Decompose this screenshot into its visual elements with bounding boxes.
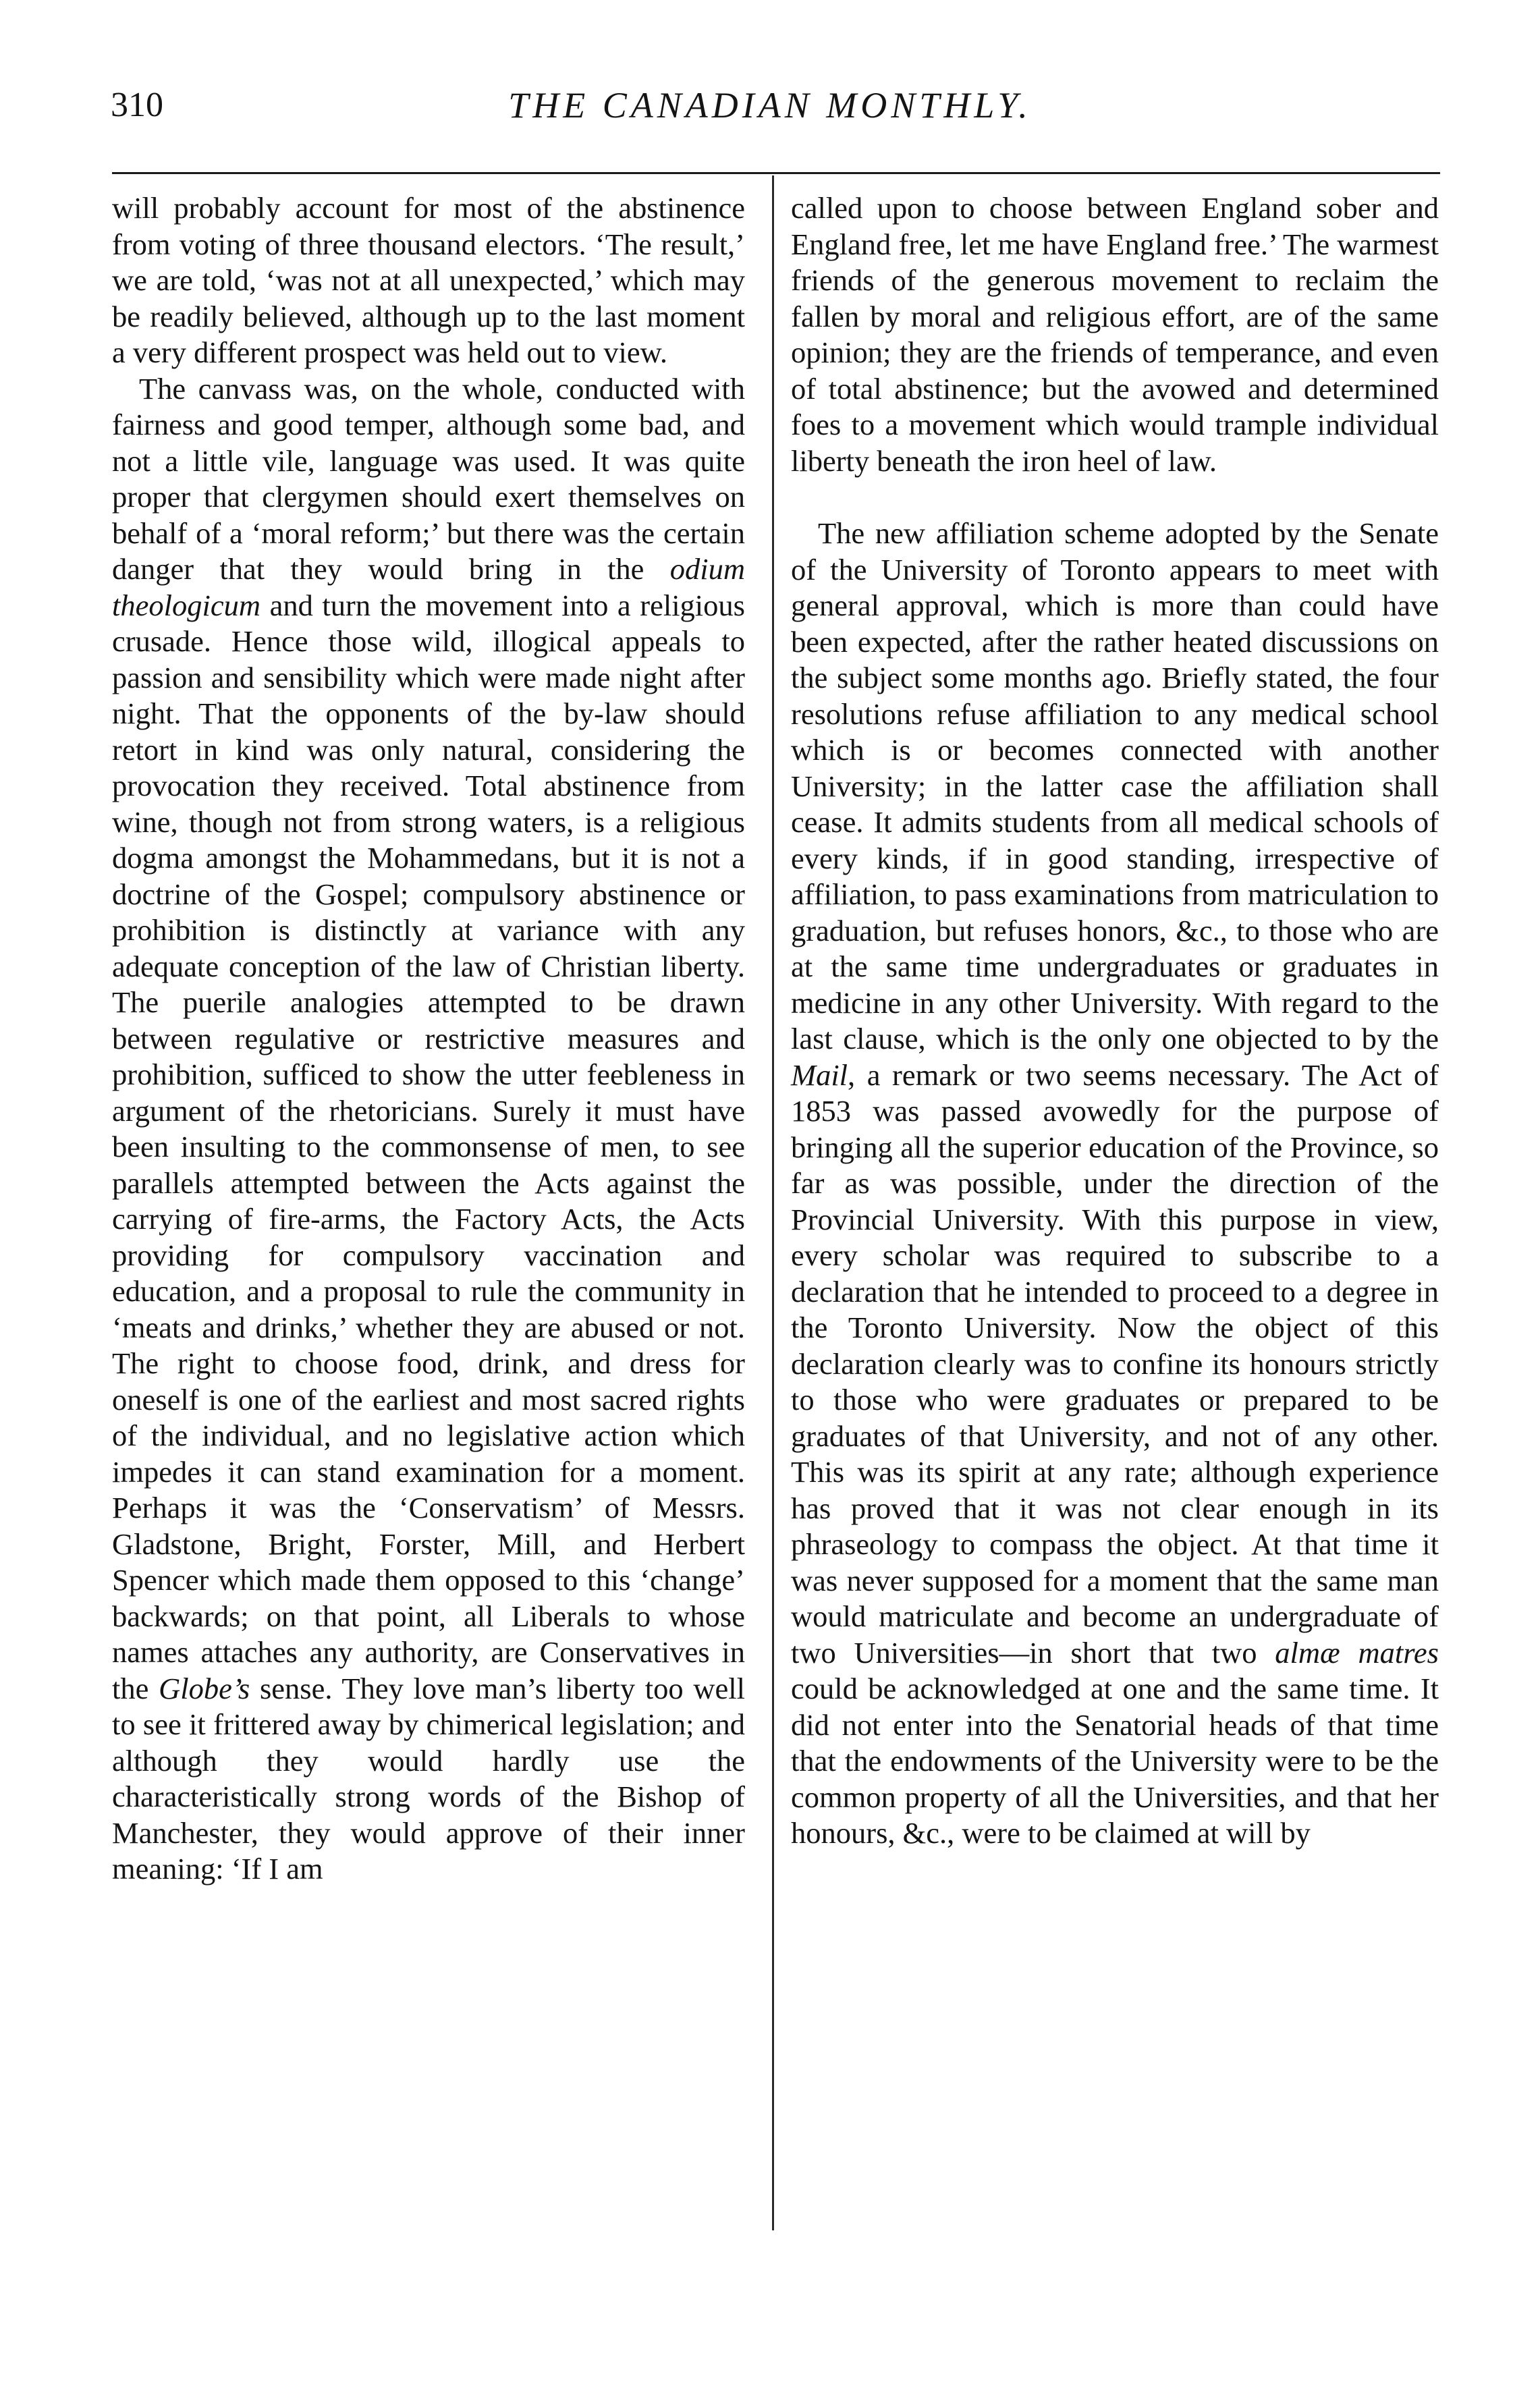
column-divider [772,175,774,2230]
right-paragraph-2-text-a: The new affiliation scheme adopted by the Senate of the University of Toronto appears to meet with general approval, which is more than could have been expected, after the rather heated discussions on the subject some months ago. Briefly stated, the four resolutions refuse affiliation to any medical school which is or becomes connected with another University; in the latter case the affiliation shall cease. It admits students from all medical schools of every kinds, if in good standing, irrespective of affiliation, to pass examinations from matriculation to graduation, but refuses honors, &c., to those who are at the same time undergraduates or graduates in medicine in any other University. With regard to the last clause, which is the only one objected to by the [791,516,1439,1055]
paragraph-spacer [791,479,1439,516]
right-paragraph-2-italic-2: almæ matres [1275,1635,1439,1670]
right-paragraph-2-text-b: , a remark or two seems necessary. The Act of 1853 was passed avowedly for the purpose of bringing all the superior education of the Province, so far as was possible, under the direction of the Provincial University. With this purpose in view, every scholar was required to subscribe to a declaration that he intended to proceed to a degree in the Toronto University. Now the object of this declaration clearly was to confine its honours strictly to those who were graduates or prepared to be graduates of that University, and not of any other. This was its spirit at any rate; although experience has proved that it was not clear enough in its phraseology to compass the object. At that time it was never supposed for a moment that the same man would matriculate and become an undergraduate of two Universities—in short that two [791,1057,1439,1670]
page-number: 310 [111,86,163,124]
right-column [791,190,1439,1852]
left-column [112,190,745,1888]
left-paragraph-2-italic-1: odium theologicum [112,552,745,622]
left-paragraph-1: will probably account for most of the abstinence from voting of three thousand electors. ‘The result,’ we are told, ‘was not at all unexpected,’ which may be readily believed, although up to the last moment a very different prospect was held out to view. [112,191,745,369]
running-title: THE CANADIAN MONTHLY. [508,85,1032,126]
right-paragraph-2-italic-1: Mail [791,1057,848,1092]
left-paragraph-2-italic-2: Globe’s [159,1671,250,1705]
right-paragraph-1: called upon to choose between England sober and England free, let me have England free.’ The warmest friends of the generous movement to reclaim the fallen by moral and religious effort, are of the same opinion; they are the friends of temperance, and even of total abstinence; but the avowed and determined foes to a movement which would trample individual liberty beneath the iron heel of law. [791,191,1439,478]
right-paragraph-2-text-c: could be acknowledged at one and the same time. It did not enter into the Senatorial heads of that time that the endowments of the University were to be the common property of all the Universities, and that her honours, &c., were to be claimed at will by [791,1672,1439,1850]
header-rule [112,172,1440,174]
left-paragraph-2-text-c: sense. They love man’s liberty too well to see it frittered away by chimerical legislation; and although they would hardly use the characteristically strong words of the Bishop of Manchester, they would approve of their inner meaning: ‘If I am [112,1671,745,1886]
left-paragraph-2 [112,371,745,1888]
right-paragraph-2 [791,516,1439,1852]
left-paragraph-2-text-b: and turn the movement into a religious crusade. Hence those wild, illogical appeals to passion and sensibility which were made night after night. That the opponents of the by-law should retort in kind was only natural, considering the provocation they received. Total abstinence from wine, though not from strong waters, is a religious dogma amongst the Mohammedans, but it is not a doctrine of the Gospel; compulsory abstinence or prohibition is distinctly at variance with any adequate conception of the law of Christian liberty. The puerile analogies attempted to be drawn between regulative or restrictive measures and prohibition, sufficed to show the utter feebleness in argument of the rhetoricians. Surely it must have been insulting to the commonsense of men, to see parallels attempted between the Acts against the carrying of fire-arms, the Factory Acts, the Acts providing for compulsory vaccination and education, and a proposal to rule the community in ‘meats and drinks,’ whether they are abused or not. The right to choose food, drink, and dress for oneself is one of the earliest and most sacred rights of the individual, and no legislative action which impedes it can stand examination for a moment. Perhaps it was the ‘Conservatism’ of Messrs. Gladstone, Bright, Forster, Mill, and Herbert Spencer which made them opposed to this ‘change’ backwards; on that point, all Liberals to whose names attaches any authority, are Conservatives in the [112,588,745,1705]
left-paragraph-2-text-a: The canvass was, on the whole, conducted with fairness and good temper, although some bad, and not a little vile, language was used. It was quite proper that clergymen should exert themselves on behalf of a ‘moral reform;’ but there was the certain danger that they would bring in the [112,371,745,586]
